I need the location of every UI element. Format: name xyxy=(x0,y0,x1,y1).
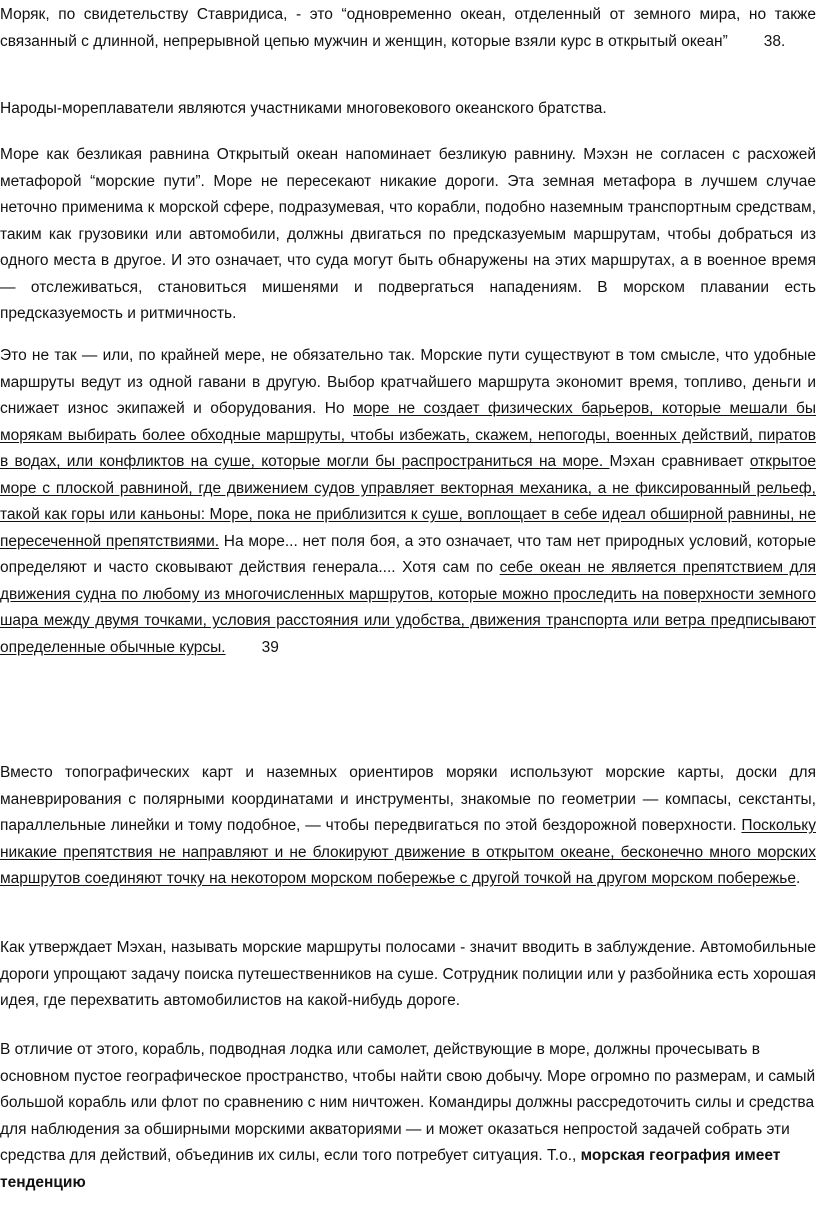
underlined-text-run: открытое море с плоской равниной, где движением судов управляет векторная механика, а не фиксированный рельеф, такой как горы или каньоны: Море, пока не приблизится к суше, воплощает в себе идеал обширной равнины, не пересеченной препятствиями. xyxy=(0,453,816,550)
footnote-number: 38. xyxy=(763,32,786,50)
paragraph-6 xyxy=(0,935,816,1015)
underlined-text-run: море не создает физических барьеров, которые мешали бы морякам выбирать более обходные маршруты, чтобы избежать, скажем, непогоды, военных действий, пиратов в водах, или конфликтов на суше, которые могли бы распространиться на море. xyxy=(0,400,816,470)
text-run: Моряк, по свидетельству Ставридиса, - это “одновременно океан, отделенный от земного мира, но также связанный с длинной, непрерывной цепью мужчин и женщин, которые взяли курс в открытый океан” xyxy=(0,6,816,50)
text-run: Это не так — или, по крайней мере, не обязательно так. Морские пути существуют в том смысле, что удобные маршруты ведут из одной гавани в другую. Выбор кратчайшего маршрута экономит время, топливо, деньги и снижает износ экипажей и оборудования. Но xyxy=(0,347,816,417)
text-run: . xyxy=(795,870,801,887)
footnote-number: 39 xyxy=(261,638,279,656)
paragraph-4 xyxy=(0,343,816,661)
underlined-text-run: Поскольку никакие препятствия не направляют и не блокируют движение в открытом океане, бесконечно много морских маршрутов соединяют точку на некотором морском побережье с другой точкой на другом морском побережье xyxy=(0,817,816,887)
paragraph-3 xyxy=(0,142,816,328)
text-run: Как утверждает Мэхан, называть морские маршруты полосами - значит вводить в заблуждение. Автомобильные дороги упрощают задачу поиска путешественников на суше. Сотрудник полиции или у разбойника есть хорошая идея, где перехватить автомобилистов на какой-нибудь дороге. xyxy=(0,939,816,1009)
text-run: На море... нет поля боя, а это означает, что там нет природных условий, которые определяют и часто сковывают действия генерала.... Хотя сам по xyxy=(0,532,816,576)
paragraph-2 xyxy=(0,96,816,123)
paragraph-1 xyxy=(0,2,816,55)
underlined-text-run: себе океан не является препятствием для движения судна по любому из многочисленных маршрутов, которые можно проследить на поверхности земного шара между двумя точками, условия расстояния или удобства, движения транспорта или ветра предписывают определенные обычные курсы. xyxy=(0,559,816,656)
bold-text-run: морская география имеет тенденцию xyxy=(0,1147,781,1191)
text-run: Море как безликая равнина Открытый океан напоминает безликую равнину. Мэхэн не согласен с расхожей метафорой “морские пути”. Море не пересекают никакие дороги. Эта земная метафора в лучшем случае неточно применима к морской сфере, подразумевая, что корабли, подобно наземным транспортным средствам, таким как грузовики или автомобили, должны двигаться по предсказуемым маршрутам, чтобы добраться из одного места в другое. И это означает, что суда могут быть обнаружены на этих маршрутах, а в военное время — отслеживаться, становиться мишенями и подвергаться нападениям. В морском плавании есть предсказуемость и ритмичность. xyxy=(0,146,816,322)
paragraph-7 xyxy=(0,1037,816,1196)
paragraph-5 xyxy=(0,760,816,893)
text-run: Народы-мореплаватели являются участниками многовекового океанского братства. xyxy=(0,100,607,117)
text-run: В отличие от этого, корабль, подводная лодка или самолет, действующие в море, должны прочесывать в основном пустое географическое пространство, чтобы найти свою добычу. Море огромно по размерам, и самый большой корабль или флот по сравнению с ним ничтожен. Командиры должны рассредоточить силы и средства для наблюдения за обширными морскими акваториями — и может оказаться непростой задачей собрать эти средства для действий, объединив их силы, если того потребует ситуация. Т.о., xyxy=(0,1041,816,1164)
text-run: Мэхан сравнивает xyxy=(609,453,750,470)
text-run: Вместо топографических карт и наземных ориентиров моряки используют морские карты, доски для маневрирования с полярными координатами и инструменты, знакомые по геометрии — компасы, секстанты, параллельные линейки и тому подобное, — чтобы передвигаться по этой бездорожной поверхности. xyxy=(0,764,816,834)
